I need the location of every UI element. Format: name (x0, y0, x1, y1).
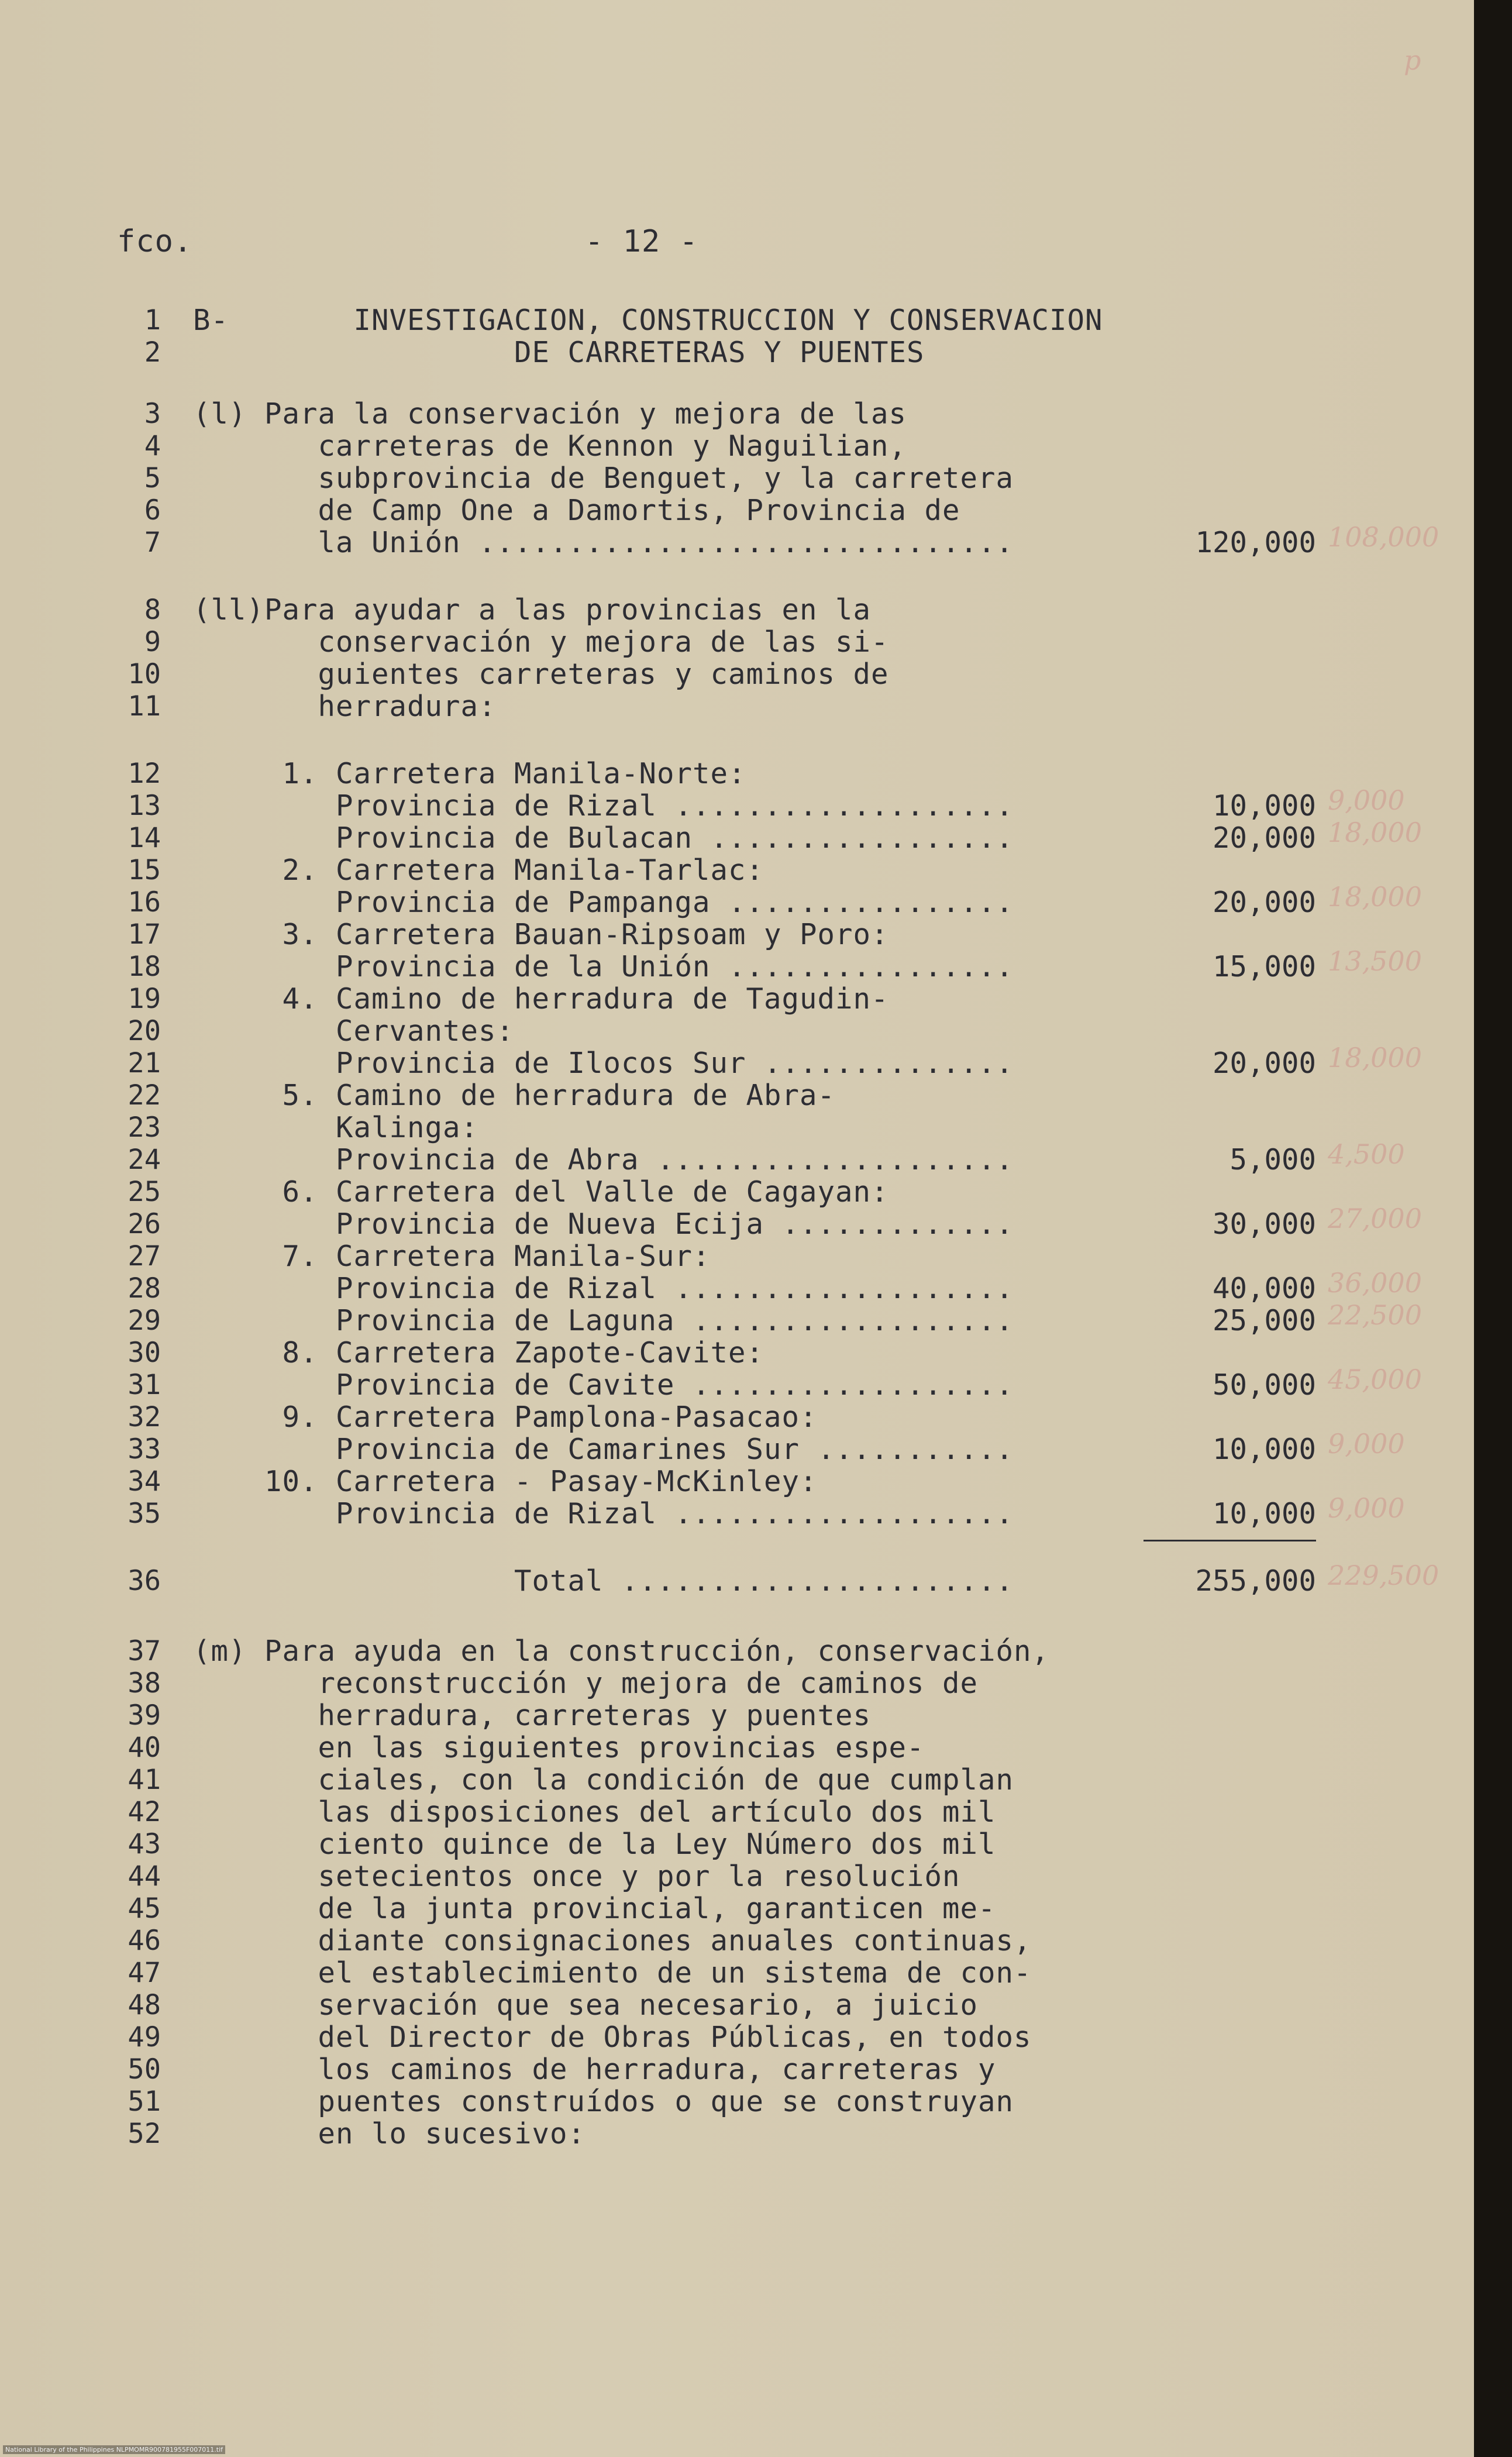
margin-pencil-note: p (1404, 44, 1421, 76)
line-number: 19 (128, 983, 161, 1015)
line-number: 41 (128, 1764, 161, 1796)
pencil-revised-amount: 18,000 (1328, 817, 1422, 848)
line-number: 33 (128, 1433, 161, 1465)
line-number: 28 (128, 1272, 161, 1305)
line-number: 44 (128, 1860, 161, 1892)
line-text: DE CARRETERAS Y PUENTES (193, 336, 925, 369)
line-number: 49 (128, 2021, 161, 2053)
line-amount: 20,000 (1212, 886, 1316, 919)
line-amount: 120,000 (1195, 526, 1316, 559)
pencil-revised-amount: 18,000 (1328, 1042, 1422, 1073)
line-text: puentes construídos o que se construyan (193, 2085, 1014, 2118)
line-number: 9 (144, 626, 161, 658)
line-text: el establecimiento de un sistema de con- (193, 1956, 1032, 1990)
line-text: setecientos once y por la resolución (193, 1860, 960, 1893)
line-number: 34 (128, 1465, 161, 1498)
line-number: 22 (128, 1079, 161, 1112)
line-number: 46 (128, 1925, 161, 1957)
line-amount: 25,000 (1212, 1304, 1316, 1337)
line-number: 12 (128, 758, 161, 790)
line-number: 23 (128, 1112, 161, 1144)
line-text: Provincia de Rizal ................... (193, 1272, 1014, 1305)
pencil-revised-amount: 36,000 (1328, 1267, 1422, 1299)
line-amount: 30,000 (1212, 1207, 1316, 1241)
line-amount: 40,000 (1212, 1272, 1316, 1305)
line-number: 45 (128, 1892, 161, 1925)
line-text: los caminos de herradura, carreteras y (193, 2053, 996, 2086)
line-amount: 5,000 (1229, 1143, 1316, 1176)
scan-footer: National Library of the Philippines NLPMOMR900781955F007011.tif (3, 2445, 225, 2454)
line-text: ciento quince de la Ley Número dos mil (193, 1828, 996, 1861)
line-text: 5. Camino de herradura de Abra- (193, 1079, 836, 1112)
line-number: 36 (128, 1565, 161, 1597)
line-text: Provincia de Nueva Ecija ............. (193, 1207, 1014, 1241)
line-text: Total ...................... (193, 1564, 1014, 1598)
pencil-revised-amount: 18,000 (1328, 881, 1422, 913)
line-amount: 20,000 (1212, 821, 1316, 855)
line-text: herradura, carreteras y puentes (193, 1699, 872, 1732)
line-number: 13 (128, 790, 161, 822)
line-text: herradura: (193, 690, 497, 723)
line-amount: 20,000 (1212, 1047, 1316, 1080)
line-number: 6 (144, 494, 161, 526)
line-text: 1. Carretera Manila-Norte: (193, 757, 746, 790)
line-text: (l) Para la conservación y mejora de las (193, 397, 907, 431)
line-number: 29 (128, 1305, 161, 1337)
line-number: 20 (128, 1015, 161, 1047)
line-text: subprovincia de Benguet, y la carretera (193, 462, 1014, 495)
line-text: las disposiciones del artículo dos mil (193, 1795, 996, 1829)
line-text: Provincia de Rizal ................... (193, 789, 1014, 823)
line-number: 3 (144, 398, 161, 430)
line-number: 5 (144, 462, 161, 494)
line-amount: 15,000 (1212, 950, 1316, 983)
line-number: 18 (128, 951, 161, 983)
pencil-revised-amount: 4,500 (1328, 1138, 1405, 1170)
line-number: 31 (128, 1369, 161, 1401)
line-text: Provincia de Bulacan ................. (193, 821, 1014, 855)
line-text: de la junta provincial, garanticen me- (193, 1892, 996, 1925)
line-number: 50 (128, 2053, 161, 2086)
line-text: en las siguientes provincias espe- (193, 1731, 925, 1764)
line-number: 32 (128, 1401, 161, 1433)
line-text: 6. Carretera del Valle de Cagayan: (193, 1175, 889, 1209)
line-number: 2 (144, 336, 161, 369)
line-number: 38 (128, 1667, 161, 1699)
line-text: Kalinga: (193, 1111, 479, 1144)
line-number: 27 (128, 1240, 161, 1272)
pencil-revised-amount: 22,500 (1328, 1299, 1422, 1331)
line-number: 48 (128, 1989, 161, 2021)
line-text: la Unión .............................. (193, 526, 1014, 559)
line-text: 8. Carretera Zapote-Cavite: (193, 1336, 764, 1369)
line-number: 1 (144, 304, 161, 336)
line-amount: 10,000 (1212, 1433, 1316, 1466)
line-text: (m) Para ayuda en la construcción, conservación, (193, 1634, 1050, 1668)
line-text: Provincia de Abra .................... (193, 1143, 1014, 1176)
line-number: 35 (128, 1498, 161, 1530)
line-text: conservación y mejora de las si- (193, 625, 889, 659)
pencil-revised-amount: 9,000 (1328, 784, 1405, 816)
line-text: (ll)Para ayudar a las provincias en la (193, 593, 872, 627)
line-number: 47 (128, 1957, 161, 1989)
line-text: B- INVESTIGACION, CONSTRUCCION Y CONSERVACION (193, 304, 1103, 337)
line-amount: 255,000 (1195, 1564, 1316, 1598)
scan-edge (1474, 0, 1512, 2457)
line-number: 42 (128, 1796, 161, 1828)
line-text: diante consignaciones anuales continuas, (193, 1924, 1032, 1957)
line-number: 30 (128, 1337, 161, 1369)
line-text: ciales, con la condición de que cumplan (193, 1763, 1014, 1797)
line-text: Provincia de Cavite .................. (193, 1368, 1014, 1402)
line-text: 4. Camino de herradura de Tagudin- (193, 982, 889, 1016)
line-text: Provincia de Rizal ................... (193, 1497, 1014, 1530)
line-number: 51 (128, 2086, 161, 2118)
line-number: 52 (128, 2118, 161, 2150)
line-text: Provincia de la Unión ................ (193, 950, 1014, 983)
pencil-revised-amount: 9,000 (1328, 1492, 1405, 1524)
line-number: 17 (128, 918, 161, 951)
line-text: 9. Carretera Pamplona-Pasacao: (193, 1400, 818, 1434)
page-number: - 12 - (585, 224, 698, 259)
line-number: 15 (128, 854, 161, 886)
line-number: 14 (128, 822, 161, 854)
line-text: 2. Carretera Manila-Tarlac: (193, 854, 764, 887)
pencil-revised-amount: 108,000 (1328, 521, 1439, 553)
line-text: 3. Carretera Bauan-Ripsoam y Poro: (193, 918, 889, 951)
line-text: Provincia de Camarines Sur ........... (193, 1433, 1014, 1466)
line-amount: 50,000 (1212, 1368, 1316, 1402)
line-number: 8 (144, 594, 161, 626)
line-number: 43 (128, 1828, 161, 1860)
line-number: 26 (128, 1208, 161, 1240)
line-number: 7 (144, 526, 161, 559)
header-initials: fco. (117, 224, 193, 259)
line-number: 25 (128, 1176, 161, 1208)
line-number: 10 (128, 658, 161, 690)
line-text: reconstrucción y mejora de caminos de (193, 1667, 979, 1700)
pencil-revised-amount: 45,000 (1328, 1364, 1422, 1395)
line-text: de Camp One a Damortis, Provincia de (193, 494, 960, 527)
line-amount: 10,000 (1212, 789, 1316, 823)
line-amount: 10,000 (1212, 1497, 1316, 1530)
line-number: 21 (128, 1047, 161, 1079)
pencil-revised-amount: 27,000 (1328, 1203, 1422, 1234)
total-underline (1144, 1540, 1316, 1541)
line-text: en lo sucesivo: (193, 2117, 586, 2150)
line-text: Provincia de Pampanga ................ (193, 886, 1014, 919)
pencil-revised-amount: 229,500 (1328, 1560, 1439, 1591)
line-text: 10. Carretera - Pasay-McKinley: (193, 1465, 818, 1498)
line-text: Cervantes: (193, 1014, 515, 1048)
line-number: 4 (144, 430, 161, 462)
line-text: del Director de Obras Públicas, en todos (193, 2021, 1032, 2054)
line-text: Provincia de Ilocos Sur .............. (193, 1047, 1014, 1080)
line-number: 24 (128, 1144, 161, 1176)
pencil-revised-amount: 13,500 (1328, 945, 1422, 977)
line-number: 39 (128, 1699, 161, 1732)
pencil-revised-amount: 9,000 (1328, 1428, 1405, 1460)
line-number: 37 (128, 1635, 161, 1667)
line-number: 16 (128, 886, 161, 918)
line-text: carreteras de Kennon y Naguilian, (193, 429, 907, 463)
line-number: 40 (128, 1732, 161, 1764)
line-text: guientes carreteras y caminos de (193, 658, 889, 691)
line-text: Provincia de Laguna .................. (193, 1304, 1014, 1337)
line-text: 7. Carretera Manila-Sur: (193, 1240, 711, 1273)
line-text: servación que sea necesario, a juicio (193, 1988, 979, 2022)
line-number: 11 (128, 690, 161, 722)
